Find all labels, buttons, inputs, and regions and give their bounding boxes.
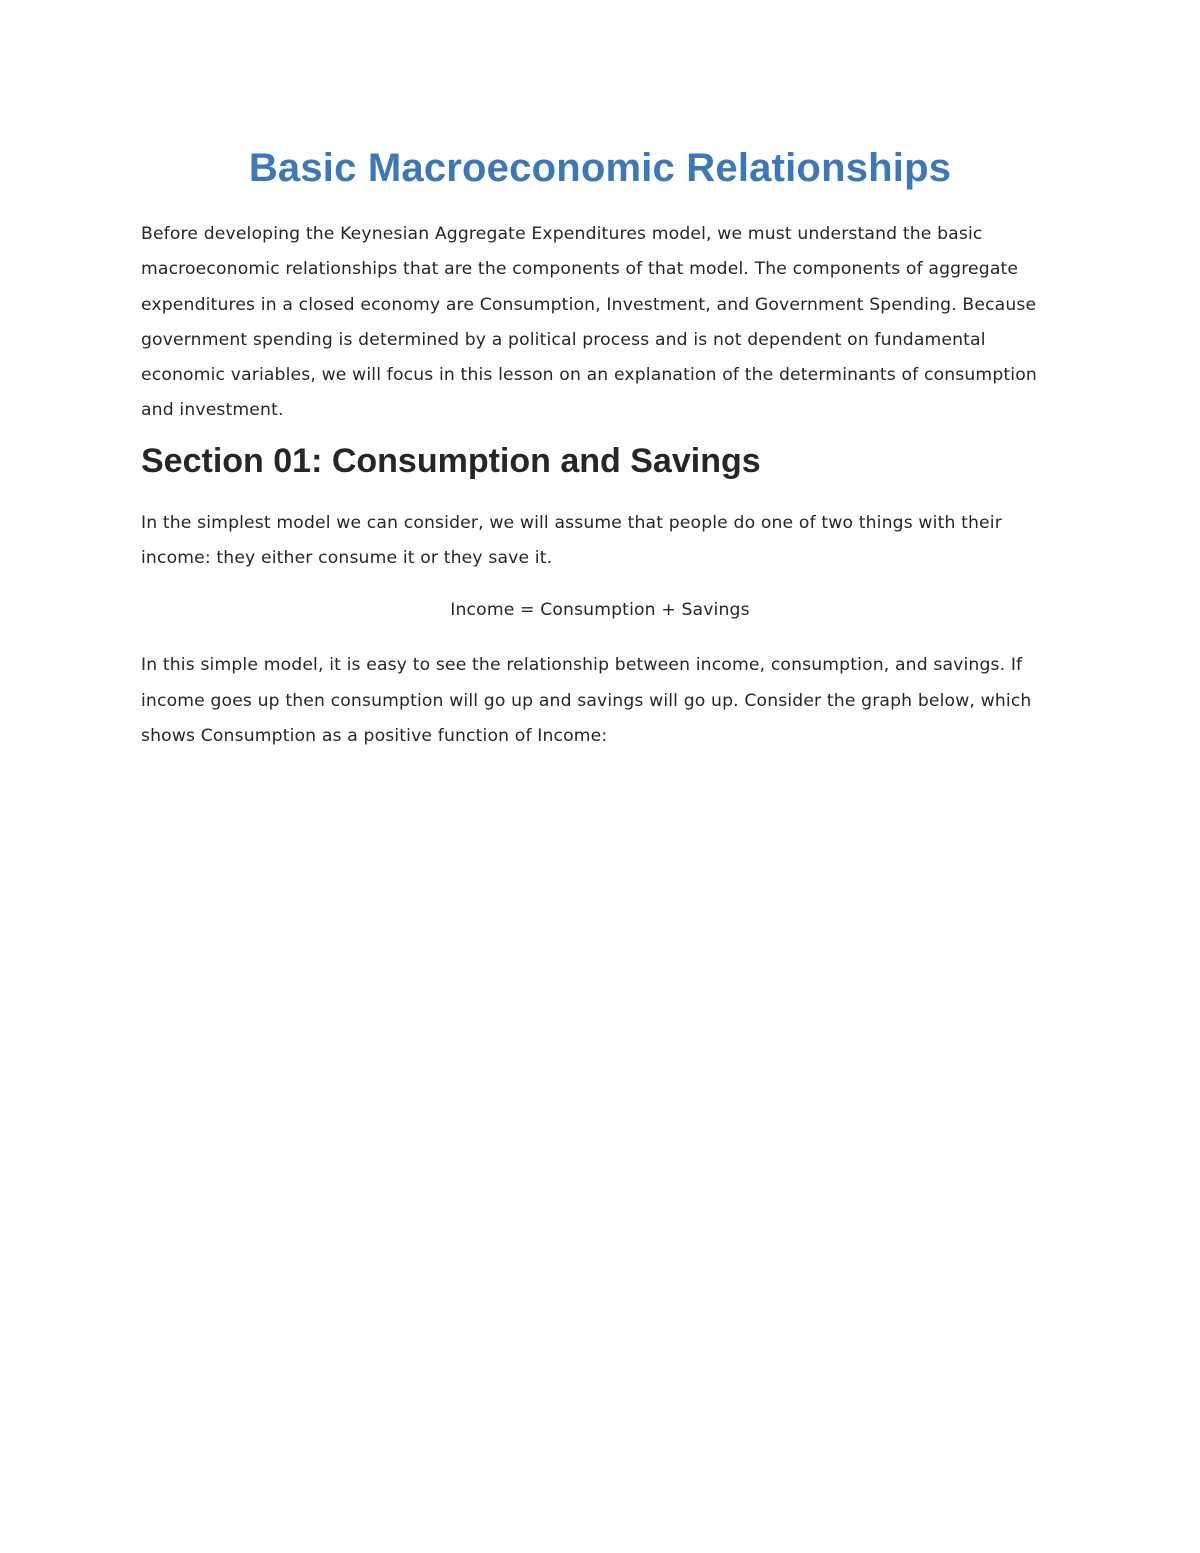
document-title: Basic Macroeconomic Relationships — [248, 146, 952, 190]
document-content — [141, 140, 1059, 754]
section-paragraph-1: In the simplest model we can consider, we will assume that people do one of two things with their income: they either consume it or they save it. — [141, 512, 1002, 569]
section-heading: Section 01: Consumption and Savings — [141, 441, 761, 480]
section-paragraph-2: In this simple model, it is easy to see the relationship between income, consumption, and savings. If income goes up then consumption will go up and savings will go up. Consider the graph below, which shows Consumption as a positive function of Income: — [141, 655, 1032, 746]
income-equation: Income = Consumption + Savings — [450, 600, 750, 621]
intro-paragraph: Before developing the Keynesian Aggregate Expenditures model, we must understand the basic macroeconomic relationships that are the components of that model. The components of aggregate expenditures in a closed economy are Consumption, Investment, and Government Spending. Because government spending is determined by a political process and is not dependent on fundamental economic variables, we will focus in this lesson on an explanation of the determinants of consumption and investment. — [141, 224, 1037, 421]
